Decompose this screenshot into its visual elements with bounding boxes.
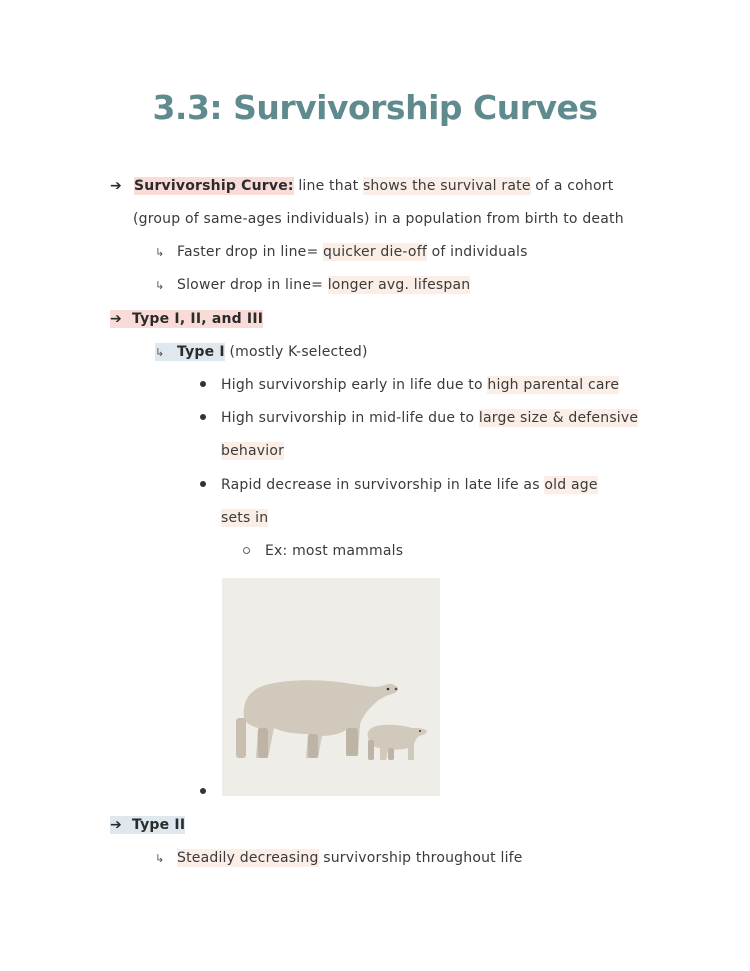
heading-type2-highlight bbox=[110, 816, 185, 834]
type1-label: Type I bbox=[177, 344, 225, 360]
sub-text: of individuals bbox=[426, 244, 528, 260]
term-survivorship-curve: Survivorship Curve: bbox=[134, 178, 294, 194]
def-text: of a cohort bbox=[530, 178, 614, 194]
bullet-dot bbox=[200, 381, 206, 387]
bullet-survivorship-curve bbox=[110, 176, 613, 196]
page-title: 3.3: Survivorship Curves bbox=[152, 88, 598, 127]
bullet-text: High survivorship in mid-life due to bbox=[221, 410, 479, 426]
arrow-marker: ➔ bbox=[110, 817, 122, 833]
arrow-marker: ➔ bbox=[110, 311, 122, 327]
sub-arrow-icon: ↳ bbox=[155, 852, 165, 865]
sub-arrow-icon: ↳ bbox=[155, 346, 165, 359]
circle-marker bbox=[243, 547, 250, 554]
bullet-highlight: large size & defensive bbox=[478, 410, 639, 426]
sub-arrow-icon: ↳ bbox=[155, 246, 165, 259]
bullet-dot bbox=[200, 481, 206, 487]
sub-highlight: quicker die-off bbox=[323, 244, 427, 260]
sub-highlight: Steadily decreasing bbox=[177, 850, 319, 866]
heading-types bbox=[110, 309, 263, 329]
heading-types-text: Type I, II, and III bbox=[132, 311, 264, 327]
bullet-late-life-cont bbox=[221, 508, 268, 528]
bullet-dot bbox=[200, 414, 206, 420]
heading-type2-text: Type II bbox=[132, 817, 186, 833]
bullet-highlight: high parental care bbox=[487, 377, 620, 393]
sub-text: Faster drop in line= bbox=[177, 244, 324, 260]
bullet-mid-life-cont bbox=[221, 441, 284, 461]
bullet-highlight: old age bbox=[544, 477, 598, 493]
heading-type2 bbox=[110, 815, 185, 835]
sub-text: Slower drop in line= bbox=[177, 277, 328, 293]
bullet-late-life bbox=[221, 475, 598, 495]
def-line-2: (group of same-ages individuals) in a population from birth to death bbox=[133, 211, 624, 227]
sub-faster-drop bbox=[155, 242, 528, 263]
bullet-text: High survivorship early in life due to bbox=[221, 377, 488, 393]
heading-types-highlight bbox=[110, 310, 263, 328]
sub-arrow-icon: ↳ bbox=[155, 279, 165, 292]
type1-highlight bbox=[155, 343, 225, 361]
polar-bear-image bbox=[222, 578, 440, 796]
type1-note: (mostly K-selected) bbox=[224, 344, 368, 360]
sub-type2 bbox=[155, 848, 523, 869]
bullet-highlight: behavior bbox=[221, 443, 285, 459]
bullet-early-life bbox=[221, 375, 619, 395]
bullet-mid-life bbox=[221, 408, 638, 428]
bullet-dot bbox=[200, 788, 206, 794]
sub-slower-drop bbox=[155, 275, 470, 296]
sub-highlight: longer avg. lifespan bbox=[327, 277, 471, 293]
type1-label-line bbox=[155, 342, 368, 363]
bullet-text: Rapid decrease in survivorship in late life as bbox=[221, 477, 545, 493]
def-highlight: shows the survival rate bbox=[362, 178, 531, 194]
example-line: Ex: most mammals bbox=[265, 543, 404, 559]
def-text: line that bbox=[293, 178, 363, 194]
bullet-highlight: sets in bbox=[221, 510, 269, 526]
sub-text: survivorship throughout life bbox=[318, 850, 523, 866]
arrow-marker: ➔ bbox=[110, 178, 122, 194]
polar-bear-icon bbox=[222, 578, 440, 796]
